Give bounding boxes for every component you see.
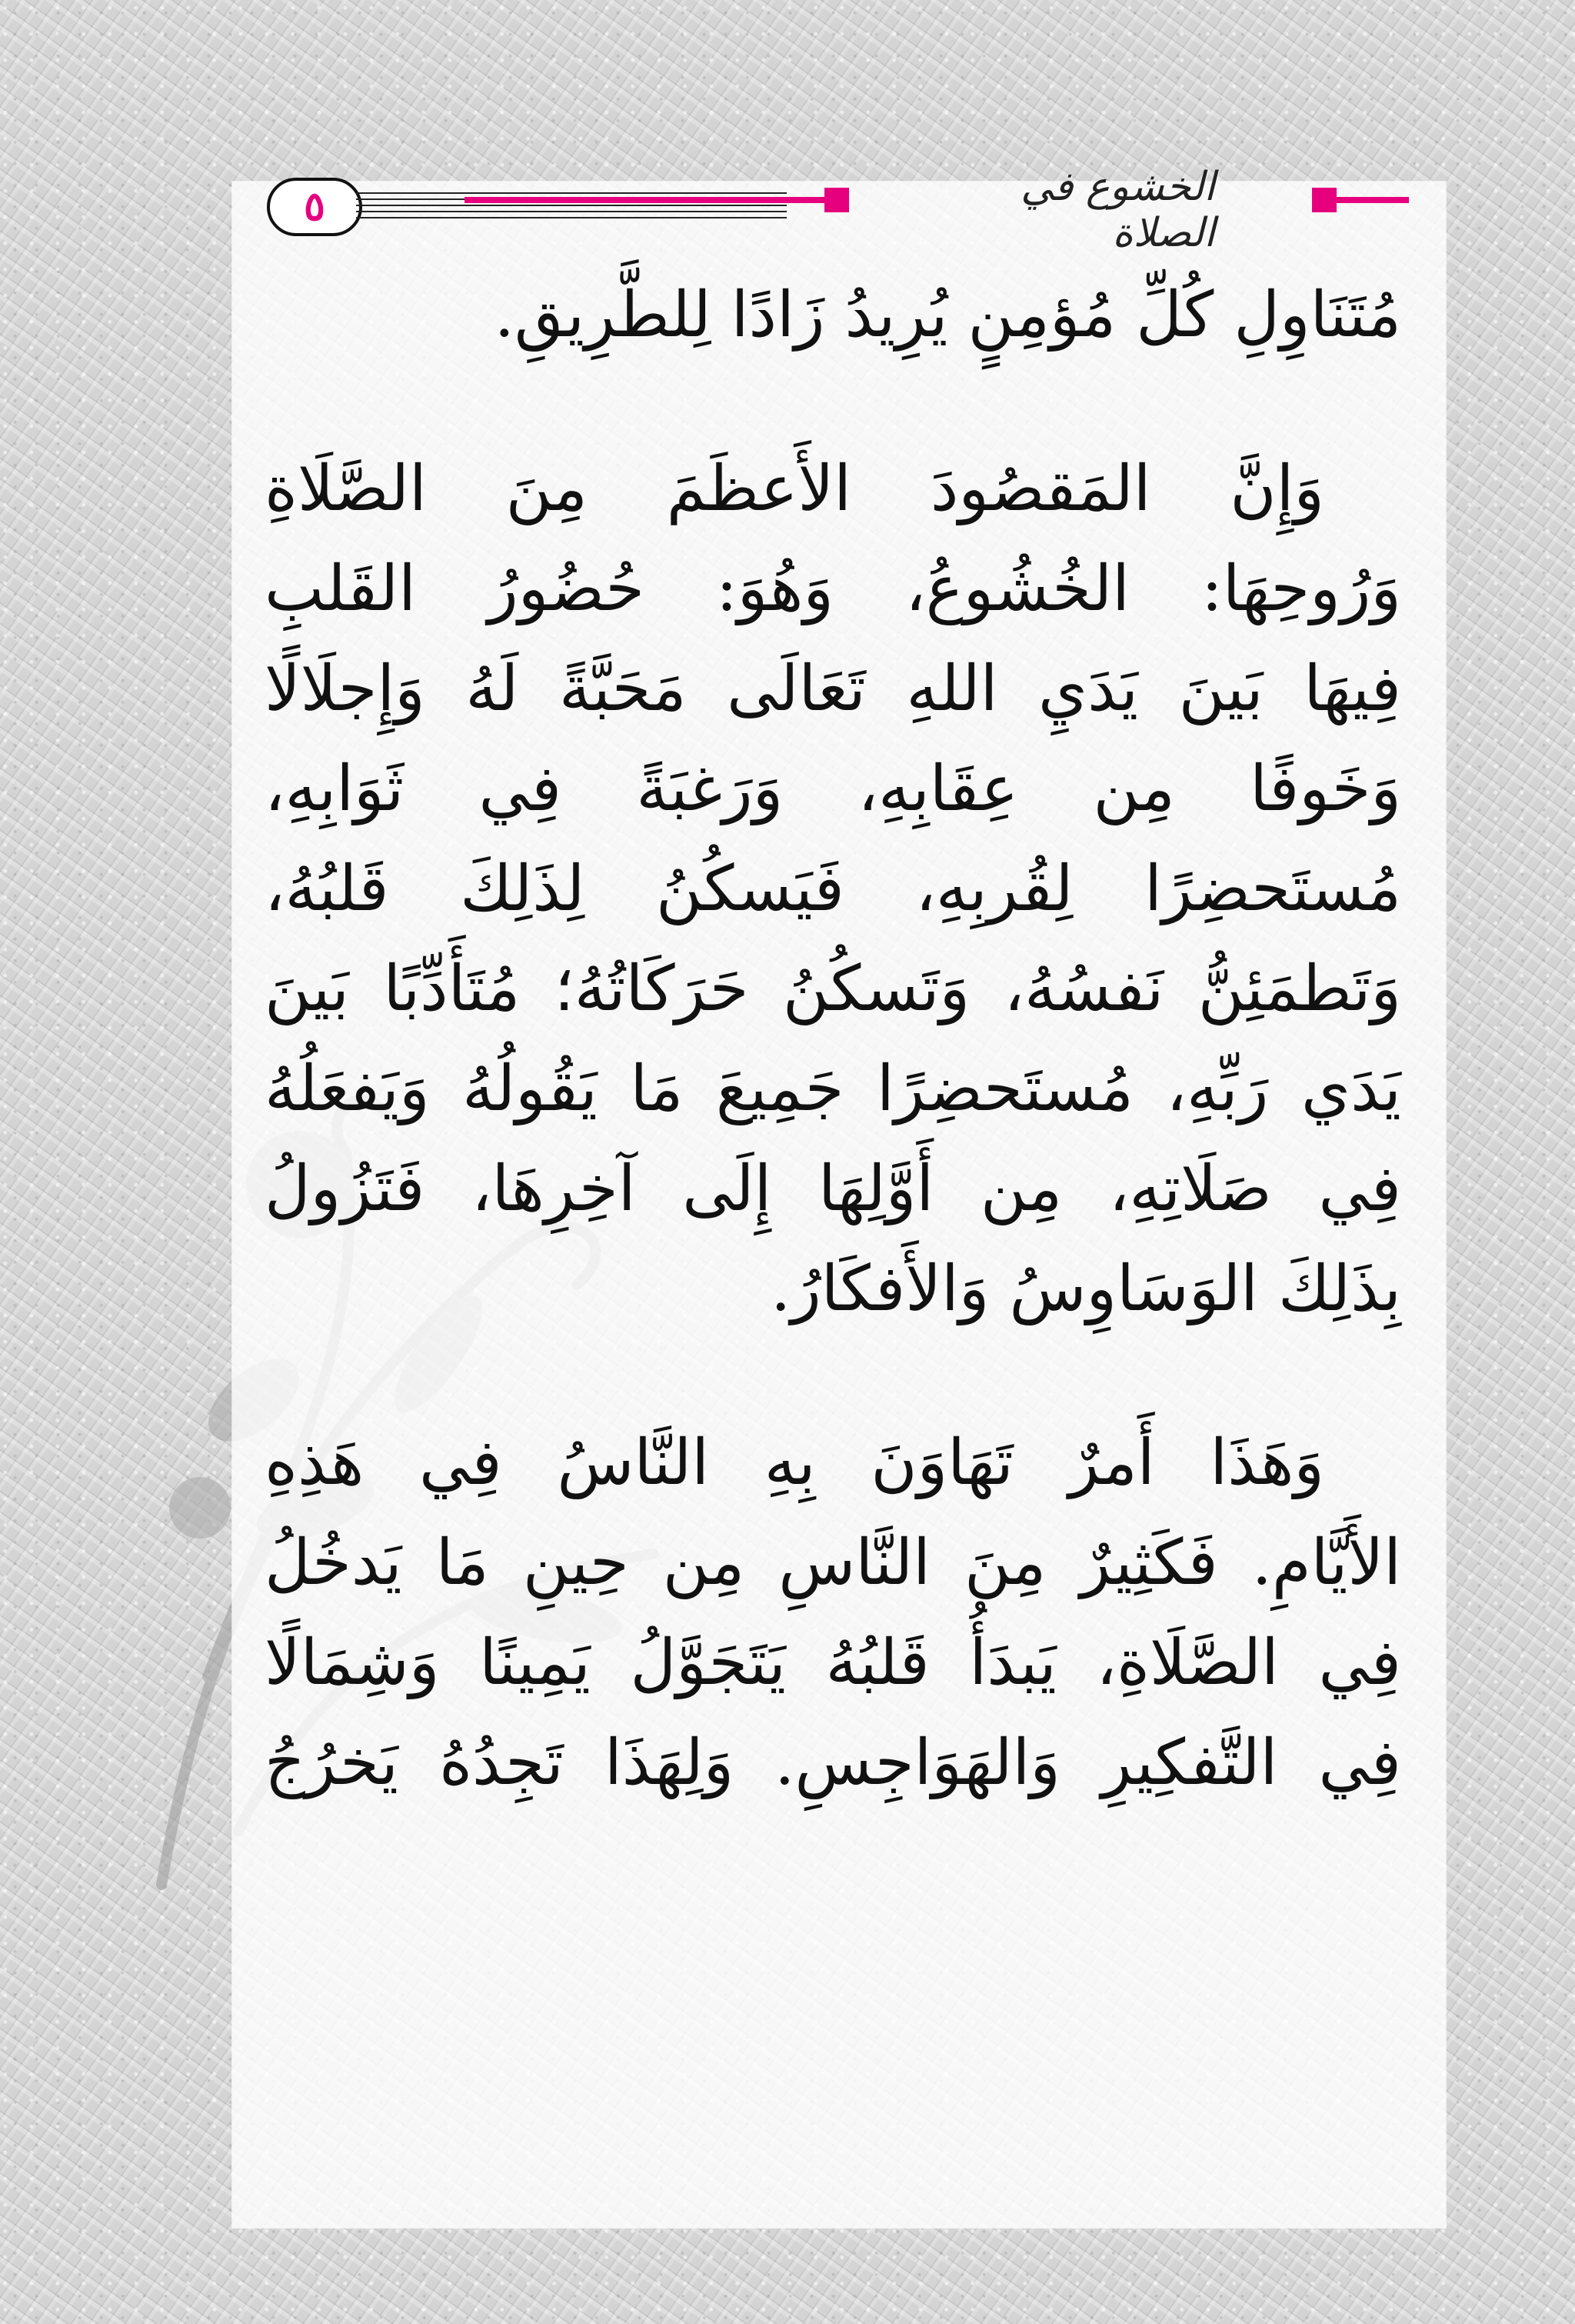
page-number-badge: ٥ [267, 178, 362, 236]
text-line: الأَيَّامِ. فَكَثِيرٌ مِنَ النَّاسِ مِن حِينِ مَا يَدخُلُ [265, 1526, 1401, 1599]
page-body [265, 265, 1401, 1813]
text-line: مُستَحضِرًا لِقُربِهِ، فَيَسكُنُ لِذَلِكَ قَلبُهُ، [265, 852, 1401, 925]
text-line: بِذَلِكَ الوَسَاوِسُ وَالأَفكَارُ. [771, 1252, 1401, 1325]
text-line: وَهَذَا أَمرٌ تَهَاوَنَ بِهِ النَّاسُ فِي هَذِهِ [265, 1426, 1324, 1499]
header-accent-bar-right [1335, 197, 1409, 203]
text-line: وَتَطمَئِنُّ نَفسُهُ، وَتَسكُنُ حَرَكَاتُهُ؛ مُتَأَدِّبًا بَينَ [265, 952, 1401, 1025]
header-rule-lines [356, 186, 833, 225]
text-line: وَرُوحِهَا: الخُشُوعُ، وَهُوَ: حُضُورُ القَلبِ [265, 552, 1401, 625]
header-accent-square-right [1312, 188, 1337, 212]
text-line: وَخَوفًا مِن عِقَابِهِ، وَرَغبَةً فِي ثَوَابِهِ، [265, 752, 1401, 825]
text-line: وَإِنَّ المَقصُودَ الأَعظَمَ مِنَ الصَّلَاةِ [265, 452, 1324, 525]
header-accent-square-left [824, 188, 849, 212]
text-line: فِيهَا بَينَ يَدَيِ اللهِ تَعَالَى مَحَبَّةً لَهُ وَإِجلَالًا [265, 652, 1401, 725]
book-title: الخشوع في الصلاة [1021, 164, 1215, 256]
text-line: يَدَي رَبِّهِ، مُستَحضِرًا جَمِيعَ مَا يَقُولُهُ وَيَفعَلُهُ [265, 1052, 1401, 1125]
text-line: فِي صَلَاتِهِ، مِن أَوَّلِهَا إِلَى آخِرِهَا، فَتَزُولُ [265, 1152, 1401, 1225]
text-line: فِي الصَّلَاةِ، يَبدَأُ قَلبُهُ يَتَجَوَّلُ يَمِينًا وَشِمَالًا [265, 1626, 1401, 1699]
header-accent-bar-left [465, 197, 826, 203]
text-line: مُتَنَاوِلِ كُلِّ مُؤمِنٍ يُرِيدُ زَادًا لِلطَّرِيقِ. [494, 278, 1401, 352]
text-line: فِي التَّفكِيرِ وَالهَوَاجِسِ. وَلِهَذَا تَجِدُهُ يَخرُجُ [265, 1726, 1401, 1799]
